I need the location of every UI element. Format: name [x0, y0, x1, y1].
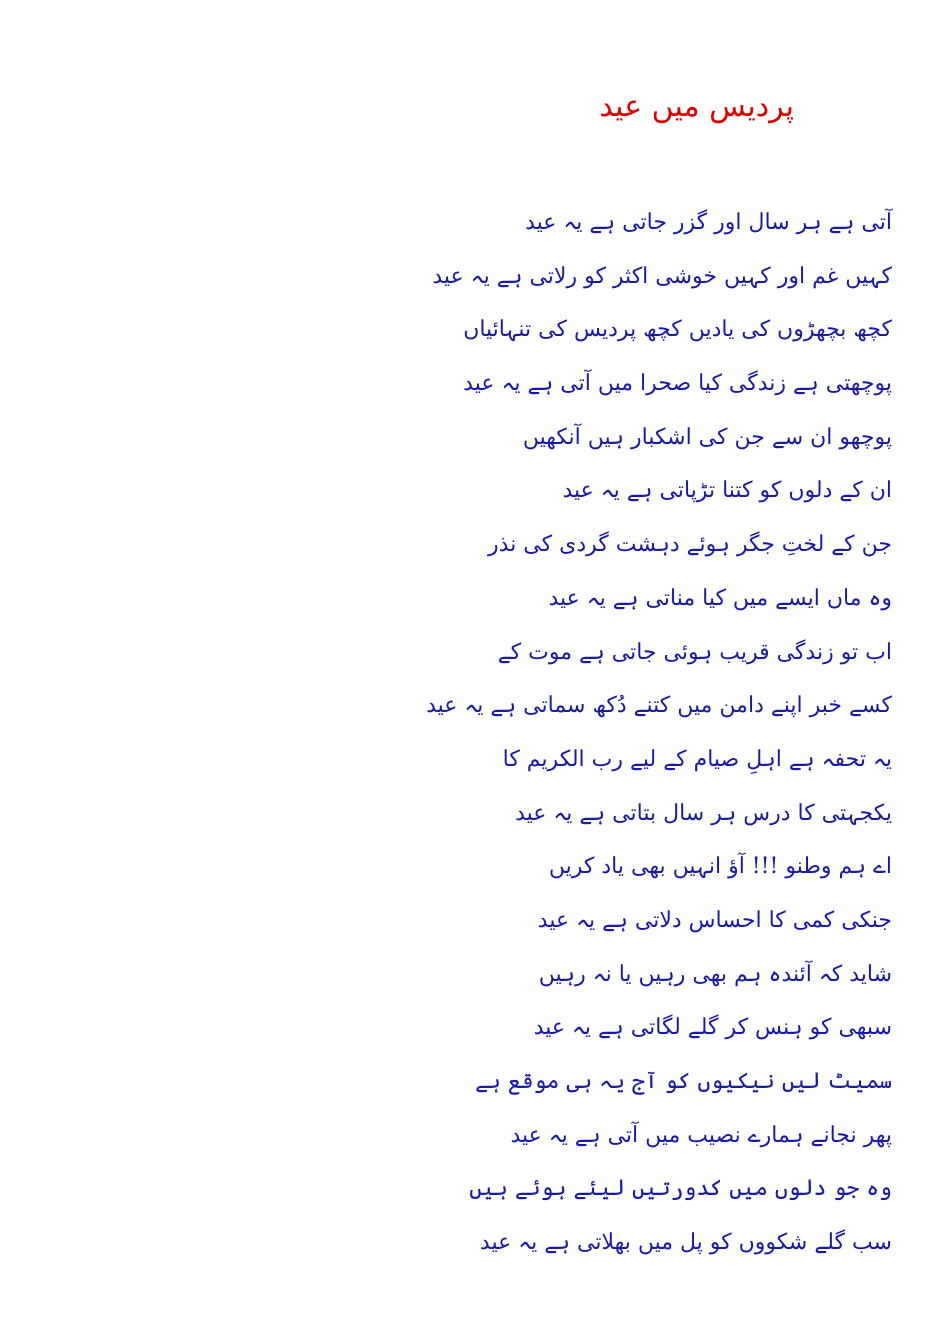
poem-line: اب تو زندگی قریب ہوئی جاتی ہے موت کے [497, 639, 892, 665]
poem-line: ان کے دلوں کو کتنا تڑپاتی ہے یہ عید [562, 478, 892, 504]
poem-lines [372, 196, 892, 1270]
poem-title: پردیس میں عید [599, 89, 794, 124]
poem-line: سمیٹ لیں نیکیوں کو آج یہ ہی موقع ہے [475, 1069, 892, 1094]
poem-line: وہ جو دلوں میں کدورتیں لیئے ہوئے ہیں [469, 1176, 892, 1202]
poem-line: جن کے لختِ جگر ہوئے دہشت گردی کی نذر [488, 532, 892, 558]
poem-line: پھر نجانے ہمارے نصیب میں آتی ہے یہ عید [510, 1122, 892, 1148]
poem-line: پوچھو ان سے جن کی اشکبار ہیں آنکھیں [522, 424, 892, 450]
poem-line: آتی ہے ہر سال اور گزر جاتی ہے یہ عید [525, 210, 892, 235]
poem-line: سب گلے شکووں کو پل میں بھلاتی ہے یہ عید [479, 1230, 892, 1256]
poem-line: وہ ماں ایسے میں کیا مناتی ہے یہ عید [548, 585, 892, 611]
poem-line: اے ہم وطنو !!! آؤ انہیں بھی یاد کریں [548, 854, 892, 880]
poem-line: یکجہتی کا درس ہر سال بتاتی ہے یہ عید [515, 800, 892, 826]
poem-line: کہیں غم اور کہیں خوشی اکثر کو رلاتی ہے یہ عید [432, 263, 892, 289]
poem-line: کسے خبر اپنے دامن میں کتنے دُکھ سماتی ہے یہ عید [426, 693, 892, 719]
poem-line: جنکی کمی کا احساس دلاتی ہے یہ عید [537, 907, 892, 933]
poem-line: پوچھتی ہے زندگی کیا صحرا میں آتی ہے یہ عید [463, 371, 892, 397]
poem-line: یہ تحفہ ہے اہلِ صیام کے لیے رب الکریم کا [502, 746, 892, 772]
poem-line: سبھی کو ہنس کر گلے لگاتی ہے یہ عید [533, 1015, 892, 1041]
poem-line: کچھ بچھڑوں کی یادیں کچھ پردیس کی تنہائیاں [463, 317, 892, 343]
poem-line: شاید کہ آئندہ ہم بھی رہیں یا نہ رہیں [538, 961, 892, 987]
